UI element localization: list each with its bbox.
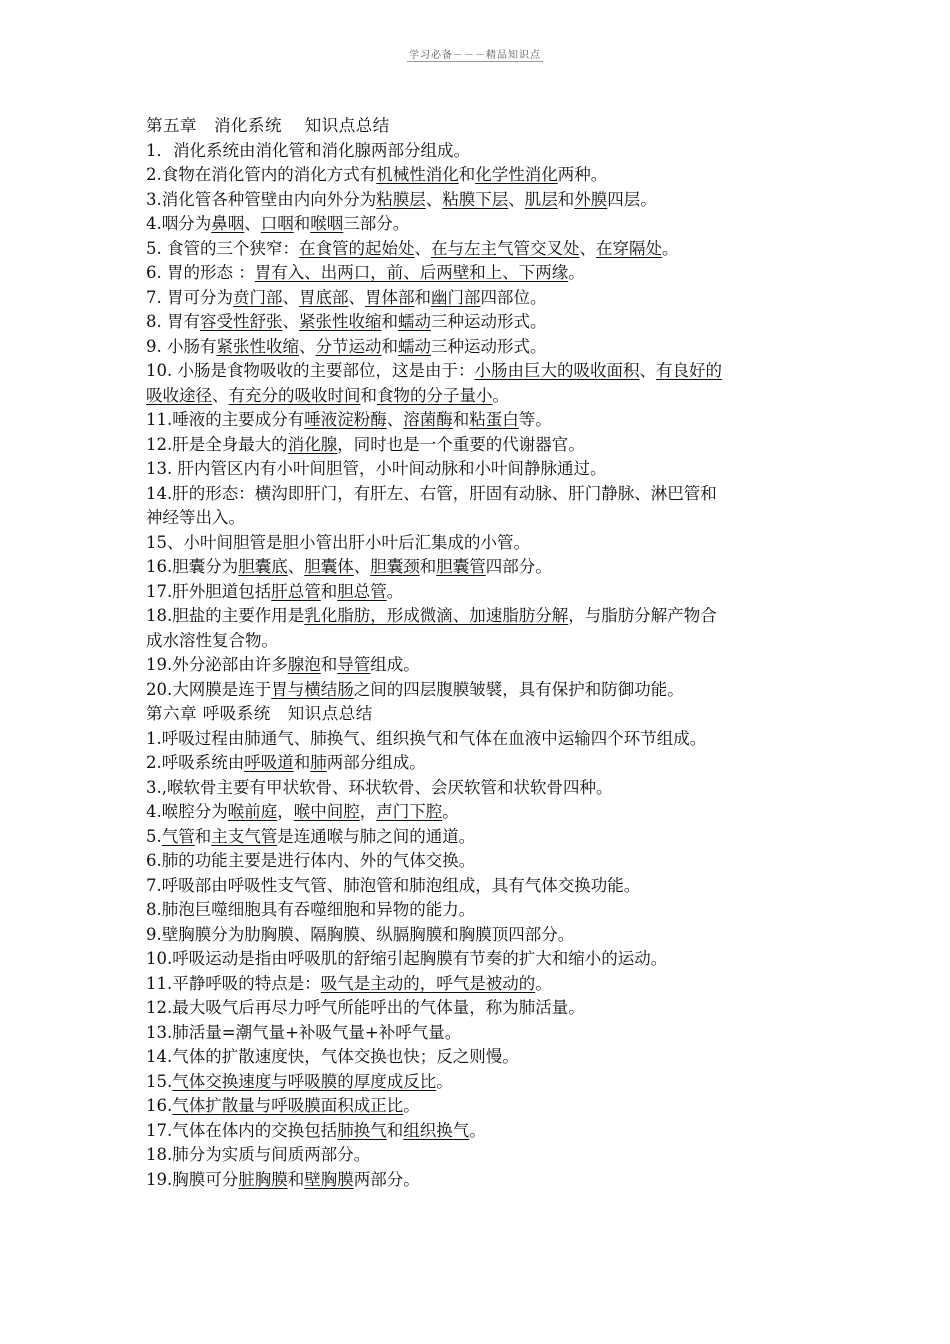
text-line: 8. 胃有容受性舒张、紧张性收缩和蠕动三种运动形式。 (146, 312, 547, 331)
text-line: 3.,喉软骨主要有甲状软骨、环状软骨、会厌软管和状软骨四种。 (146, 777, 613, 797)
text-line: 2.呼吸系统由呼吸道和肺两部分组成。 (146, 753, 426, 772)
text-line: 17.气体在体内的交换包括肺换气和组织换气。 (146, 1120, 486, 1140)
text-line: 吸收途径、有充分的吸收时间和食物的分子量小。 (146, 385, 509, 405)
text-line: 15、小叶间胆管是胆小管出肝小叶后汇集成的小管。 (146, 532, 530, 552)
text-line: 8.肺泡巨噬细胞具有吞噬细胞和异物的能力。 (146, 900, 476, 919)
text-line: 18.肺分为实质与间质两部分。 (146, 1145, 371, 1164)
text-line: 6. 胃的形态 ：胃有入、出两口，前、后两壁和上、下两缘。 (146, 263, 585, 282)
text-line: 10. 小肠是食物吸收的主要部位，这是由于：小肠由巨大的吸收面积、有良好的 (146, 361, 722, 380)
text-line: 16.气体扩散量与呼吸膜面积成正比。 (146, 1096, 420, 1115)
text-line: 19.胸膜可分脏胸膜和壁胸膜两部分。 (146, 1169, 420, 1189)
chapter-heading: 第五章 消化系统 知识点总结 (146, 116, 390, 135)
text-line: 11.唾液的主要成分有唾液淀粉酶、溶菌酶和粘蛋白等。 (146, 410, 552, 429)
text-line: 19.外分泌部由许多腺泡和导管组成。 (146, 655, 420, 674)
text-line: 神经等出入。 (146, 508, 245, 527)
text-line: 11.平静呼吸的特点是：吸气是主动的，呼气是被动的。 (146, 973, 552, 993)
text-line: 14.气体的扩散速度快，气体交换也快；反之则慢。 (146, 1047, 519, 1066)
text-line: 20.大网膜是连于胃与横结肠之间的四层腹膜皱襞，具有保护和防御功能。 (146, 679, 684, 699)
text-line: 1.呼吸过程由肺通气、肺换气、组织换气和气体在血液中运输四个环节组成。 (146, 728, 707, 748)
text-line: 成水溶性复合物。 (146, 630, 278, 650)
header-text: 学习必备－－－精品知识点 (409, 50, 541, 61)
text-line: 4.喉腔分为喉前庭，喉中间腔，声门下腔。 (146, 802, 459, 821)
text-line: 12.最大吸气后再尽力呼气所能呼出的气体量，称为肺活量。 (146, 998, 585, 1017)
text-line: 15.气体交换速度与呼吸膜的厚度成反比。 (146, 1071, 453, 1091)
text-line: 7. 胃可分为贲门部、胃底部、胃体部和幽门部四部位。 (146, 287, 547, 307)
text-line: 13.肺活量=潮气量+补吸气量+补呼气量。 (146, 1022, 462, 1042)
text-line: 5. 食管的三个狭窄：在食管的起始处、在与左主气管交叉处、在穿隔处。 (146, 238, 679, 258)
text-line: 18.胆盐的主要作用是乳化脂肪，形成微滴、加速脂肪分解，与脂肪分解产物合 (146, 606, 717, 625)
text-line: 14.肝的形态：横沟即肝门，有肝左、右管，肝固有动脉、肝门静脉、淋巴管和 (146, 483, 717, 503)
text-line: 12.肝是全身最大的消化腺，同时也是一个重要的代谢器官。 (146, 434, 585, 454)
text-line: 13. 肝内管区内有小叶间胆管，小叶间动脉和小叶间静脉通过。 (146, 459, 607, 478)
text-line: 9. 小肠有紧张性收缩、分节运动和蠕动三种运动形式。 (146, 336, 547, 356)
text-line: 9.壁胸膜分为肋胸膜、隔胸膜、纵膈胸膜和胸膜顶四部分。 (146, 924, 575, 944)
text-line: 10.呼吸运动是指由呼吸肌的舒缩引起胸膜有节奏的扩大和缩小的运动。 (146, 949, 668, 968)
text-line: 16.胆囊分为胆囊底、胆囊体、胆囊颈和胆囊管四部分。 (146, 557, 552, 576)
text-line: 17.肝外胆道包括肝总管和胆总管。 (146, 581, 404, 601)
text-line: 7.呼吸部由呼吸性支气管、肺泡管和肺泡组成，具有气体交换功能。 (146, 875, 641, 895)
text-line: 1．消化系统由消化管和消化腺两部分组成。 (146, 140, 470, 160)
text-line: 4.咽分为鼻咽、口咽和喉咽三部分。 (146, 214, 410, 233)
chapter-heading: 第六章 呼吸系统 知识点总结 (146, 704, 373, 723)
page-header (0, 46, 950, 61)
text-line: 5.气管和主支气管是连通喉与肺之间的通道。 (146, 826, 476, 846)
text-line: 3.消化管各种管壁由内向外分为粘膜层、粘膜下层、肌层和外膜四层。 (146, 189, 657, 209)
text-line: 6.肺的功能主要是进行体内、外的气体交换。 (146, 851, 476, 870)
document-body (146, 114, 814, 1192)
text-line: 2.食物在消化管内的消化方式有机械性消化和化学性消化两种。 (146, 165, 608, 184)
